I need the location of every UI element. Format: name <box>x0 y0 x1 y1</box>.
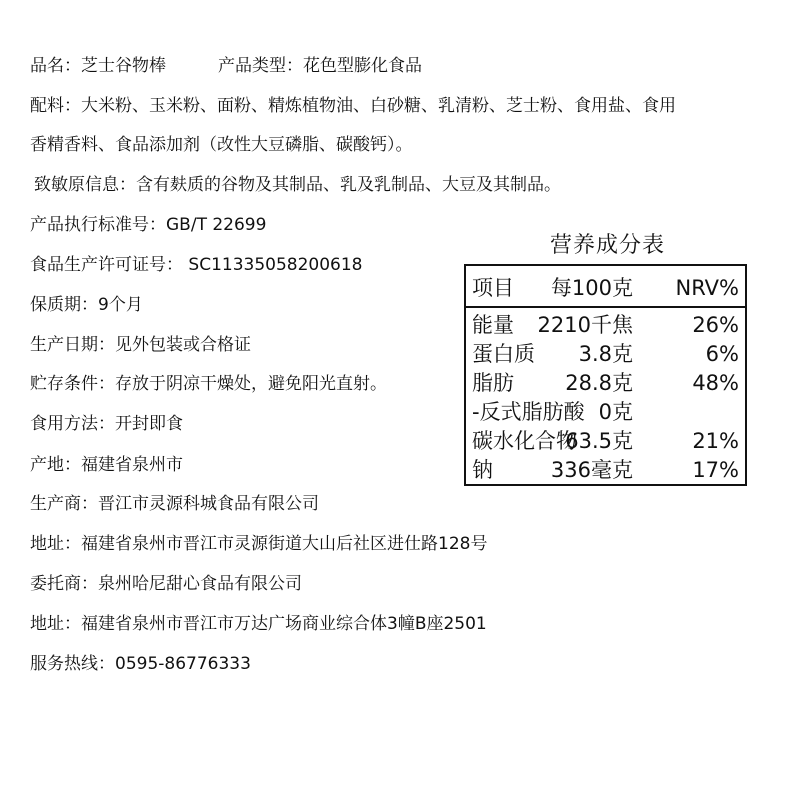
header-amount: 每100克 <box>550 276 633 300</box>
ingredients-line-1: 配料：大米粉、玉米粉、面粉、精炼植物油、白砂糖、乳清粉、芝士粉、食用盐、食用 <box>30 96 676 116</box>
standard-line: 产品执行标准号：GB/T 22699 <box>30 215 267 235</box>
row-nrv: 48% <box>692 371 739 395</box>
license-line: 食品生产许可证号： SC11335058200618 <box>30 255 363 275</box>
shelf-life-line: 保质期：9个月 <box>30 295 143 315</box>
allergens-line: 致敏原信息：含有麸质的谷物及其制品、乳及乳制品、大豆及其制品。 <box>34 175 561 195</box>
row-nrv: 17% <box>692 458 739 482</box>
nutrition-table <box>464 264 747 486</box>
product-name: 品名：芝士谷物棒 <box>30 56 166 76</box>
manufacturer-line: 生产商：晋江市灵源科城食品有限公司 <box>30 494 319 514</box>
row-amount: 0克 <box>598 400 633 424</box>
row-item: 能量 <box>472 313 514 337</box>
row-item: 蛋白质 <box>472 342 535 366</box>
production-date-line: 生产日期：见外包装或合格证 <box>30 335 251 355</box>
row-item: 钠 <box>472 458 493 482</box>
row-amount: 28.8克 <box>565 371 633 395</box>
row-amount: 336毫克 <box>550 458 633 482</box>
row-item: 脂肪 <box>472 371 514 395</box>
row-nrv: 26% <box>692 313 739 337</box>
manufacturer-address-line: 地址：福建省泉州市晋江市灵源街道大山后社区进仕路128号 <box>30 534 488 554</box>
row-amount: 2210千焦 <box>537 313 633 337</box>
nutrition-title: 营养成分表 <box>549 233 665 258</box>
name-type-line <box>30 56 422 76</box>
nutrition-header-row <box>466 266 745 308</box>
hotline-line: 服务热线：0595-86776333 <box>30 654 251 674</box>
header-item: 项目 <box>472 276 514 300</box>
product-type: 产品类型：花色型膨化食品 <box>218 56 422 76</box>
client-address-line: 地址：福建省泉州市晋江市万达广场商业综合体3幢B座2501 <box>30 614 487 634</box>
origin-line: 产地：福建省泉州市 <box>30 455 183 475</box>
row-nrv: 6% <box>705 342 739 366</box>
header-nrv: NRV% <box>675 276 739 300</box>
client-line: 委托商：泉州哈尼甜心食品有限公司 <box>30 574 302 594</box>
row-nrv: 21% <box>692 429 739 453</box>
usage-line: 食用方法：开封即食 <box>30 414 183 434</box>
row-item: 碳水化合物 <box>472 429 577 453</box>
row-amount: 3.8克 <box>578 342 633 366</box>
storage-line: 贮存条件：存放于阴凉干燥处，避免阳光直射。 <box>30 374 387 394</box>
row-item: -反式脂肪酸 <box>472 400 585 424</box>
ingredients-line-2: 香精香料、食品添加剂（改性大豆磷脂、碳酸钙）。 <box>30 135 413 155</box>
row-amount: 63.5克 <box>565 429 633 453</box>
